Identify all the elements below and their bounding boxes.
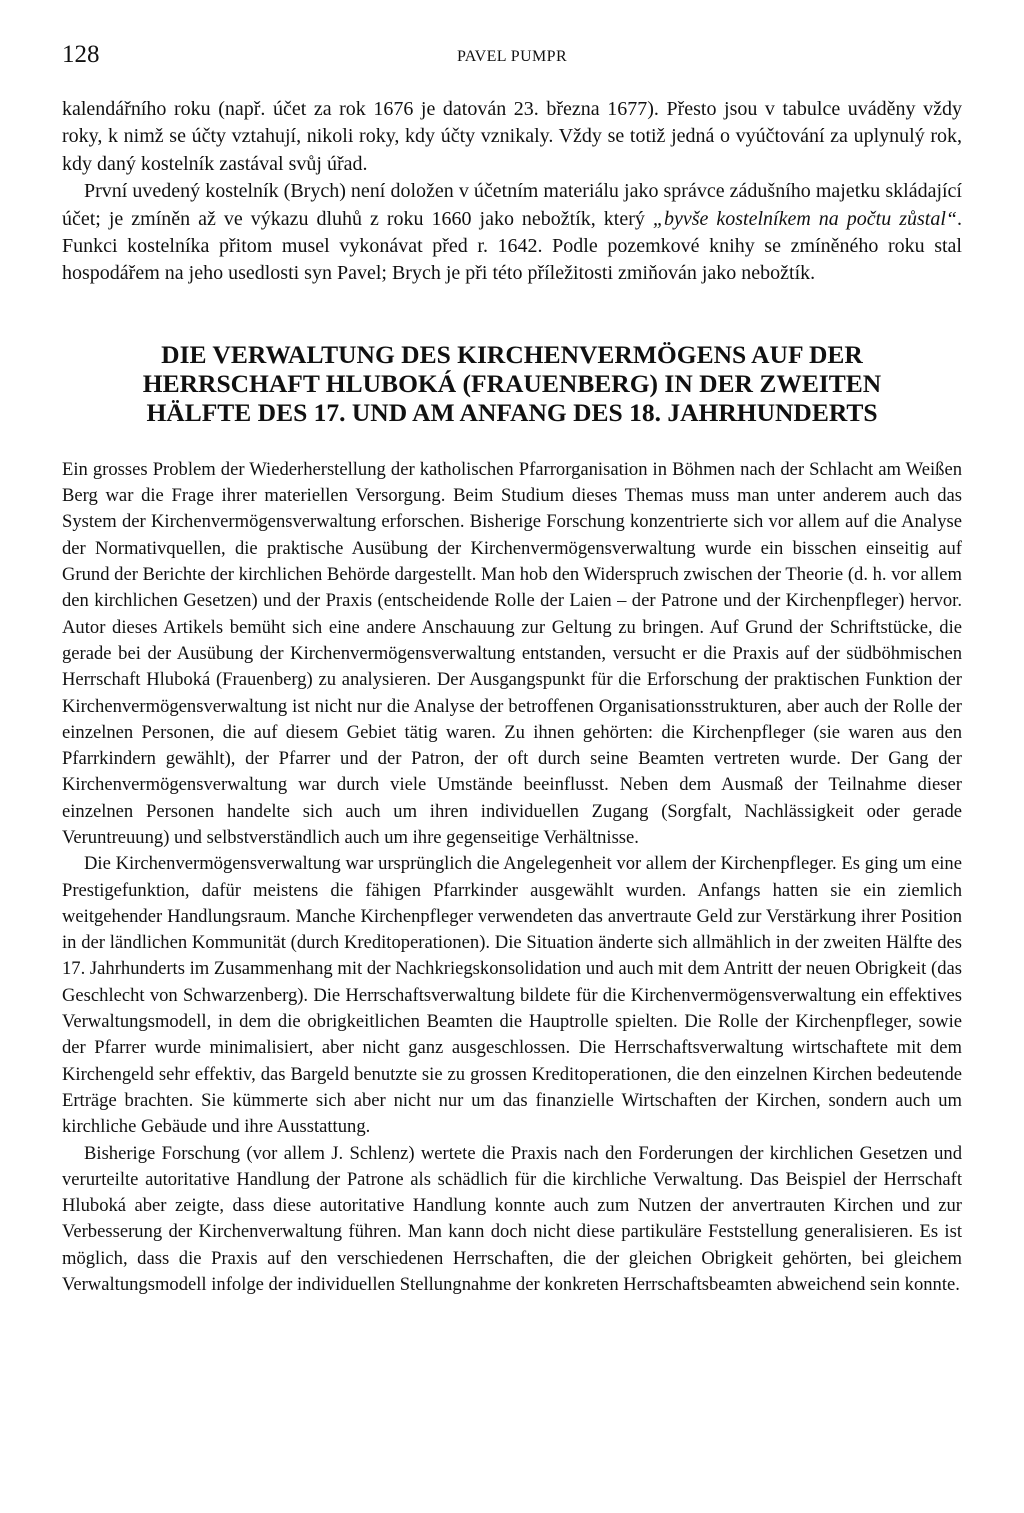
book-page (62, 38, 962, 1298)
czech-paragraph-2-end: . Funkci kostelníka přitom musel vykonávat před r. 1642. Podle pozemkové knihy se zmíněného roku stal hospodářem na jeho usedlosti syn Pavel; Brych je při této příležitosti zmiňován jako nebožtík. (62, 207, 962, 285)
german-summary (62, 457, 962, 1299)
running-title: PAVEL PUMPR (456, 48, 568, 65)
section-heading-line-2: HERRSCHAFT HLUBOKÁ (FRAUENBERG) IN DER ZWEITEN (142, 368, 882, 398)
czech-paragraph-1: kalendářního roku (např. účet za rok 1676 je datován 23. března 1677). Přesto jsou v tabulce uváděny vždy roky, k nimž se účty vztahují, nikoli roky, kdy účty vznikaly. Vždy se totiž jedná o vyúčtování za uplynulý rok, kdy daný kostelník zastával svůj úřad. (62, 98, 962, 175)
page-number: 128 (62, 41, 100, 68)
summary-paragraph-3: Bisherige Forschung (vor allem J. Schlenz) wertete die Praxis nach den Forderungen der kirchlichen Gesetzen und verurteilte autoritative Handlung der Patrone als schädlich für die kirchliche Verwaltung. Das Beispiel der Herrschaft Hluboká aber zeigte, dass diese autoritative Handlung konnte auch zum Nutzen der anvertrauten Kirchen und zur Verbesserung der Kirchenverwaltung führen. Man kann doch nicht diese partikuläre Feststellung generalisieren. Es ist möglich, dass die Praxis auf den verschiedenen Herrschaften, die der gleichen Obrigkeit gehörten, bei gleichem Verwaltungsmodell infolge der individuellen Stellungnahme der konkreten Herrschaftsbeamten abweichend sein konnte. (62, 1142, 962, 1296)
section-heading-line-3: HÄLFTE DES 17. UND AM ANFANG DES 18. JAHRHUNDERTS (146, 397, 878, 427)
running-head (62, 38, 962, 72)
czech-paragraph-2 (62, 178, 962, 288)
section-heading-line-1: DIE VERWALTUNG DES KIRCHENVERMÖGENS AUF DER (161, 339, 863, 369)
summary-paragraph-1: Ein grosses Problem der Wiederherstellung der katholischen Pfarrorganisation in Böhmen nach der Schlacht am Weißen Berg war die Frage ihrer materiellen Versorgung. Beim Studium dieses Themas muss man unter anderem auch das System der Kirchenvermögensverwaltung erforschen. Bisherige Forschung konzentrierte sich vor allem auf die Analyse der Normativquellen, die praktische Ausübung der Kirchenvermögensverwaltung wurde ein bisschen einseitig auf Grund der Berichte der kirchlichen Behörde dargestellt. Man hob den Widerspruch zwischen der Theorie (d. h. vor allem den kirchlichen Gesetzen) und der Praxis (entscheidende Rolle der Laien – der Patrone und der Kirchenpfleger) hervor. Autor dieses Artikels bemüht sich eine andere Anschauung zur Geltung zu bringen. Auf Grund der Schriftstücke, die gerade bei der Ausübung der Kirchenvermögensverwaltung entstanden, versucht er die Praxis auf der südböhmischen Herrschaft Hluboká (Frauenberg) zu analysieren. Der Ausgangspunkt für die Erforschung der praktischen Funktion der Kirchenvermögensverwaltung ist nicht nur die Analyse der betroffenen Organisationsstrukturen, aber auch der Rolle der einzelnen Personen, die auf diesem Gebiet tätig waren. Zu ihnen gehörten: die Kirchenpfleger (sie waren aus den Pfarrkindern gewählt), der Pfarrer und der Patron, der oft durch seine Beamten vertreten wurde. Der Gang der Kirchenvermögensverwaltung war durch viele Umstände beeinflusst. Neben dem Ausmaß der Teilnahme dieser einzelnen Personen handelte sich auch um ihren individuellen Zugang (Sorgfalt, Nachlässigkeit oder gerade Veruntreuung) und selbstverständlich auch um ihre gegenseitige Verhältnisse. (62, 458, 962, 848)
section-heading (62, 340, 962, 427)
czech-paragraph-2-start: První uvedený kostelník (Brych) není doložen v účetním materiálu jako správce zádušního majetku skládající účet; je zmíněn až ve výkazu dluhů z roku 1660 jako nebožtík, který (62, 180, 962, 230)
quoted-phrase: „byvše kostelníkem na počtu zůstal“ (652, 207, 957, 230)
czech-text-block (62, 96, 962, 288)
summary-paragraph-2: Die Kirchenvermögensverwaltung war ursprünglich die Angelegenheit vor allem der Kirchenpfleger. Es ging um eine Prestigefunktion, dafür meistens die fähigen Pfarrkinder ausgewählt wurden. Anfangs hatten sie ein ziemlich weitgehender Handlungsraum. Manche Kirchenpfleger verwendeten das anvertraute Geld zur Verstärkung ihrer Position in der ländlichen Kommunität (durch Kreditoperationen). Die Situation änderte sich allmählich in der zweiten Hälfte des 17. Jahrhunderts im Zusammenhang mit der Nachkriegskonsolidation und auch mit dem Antritt der neuen Obrigkeit (das Geschlecht von Schwarzenberg). Die Herrschaftsverwaltung bildete für die Kirchenvermögensverwaltung ein effektives Verwaltungsmodell, in dem die obrigkeitlichen Beamten die Hauptrolle spielten. Die Rolle der Kirchenpfleger, sowie der Pfarrer wurde minimalisiert, aber nicht ganz ausgeschlossen. Die Herrschaftsverwaltung wirtschaftete mit dem Kirchengeld sehr effektiv, das Bargeld benutzte sie zu grossen Kreditoperationen, die den einzelnen Kirchen bedeutende Erträge brachten. Sie kümmerte sich aber nicht nur um das finanzielle Wirtschaften der Kirchen, sondern auch um kirchliche Gebäude und ihre Ausstattung. (62, 853, 962, 1138)
